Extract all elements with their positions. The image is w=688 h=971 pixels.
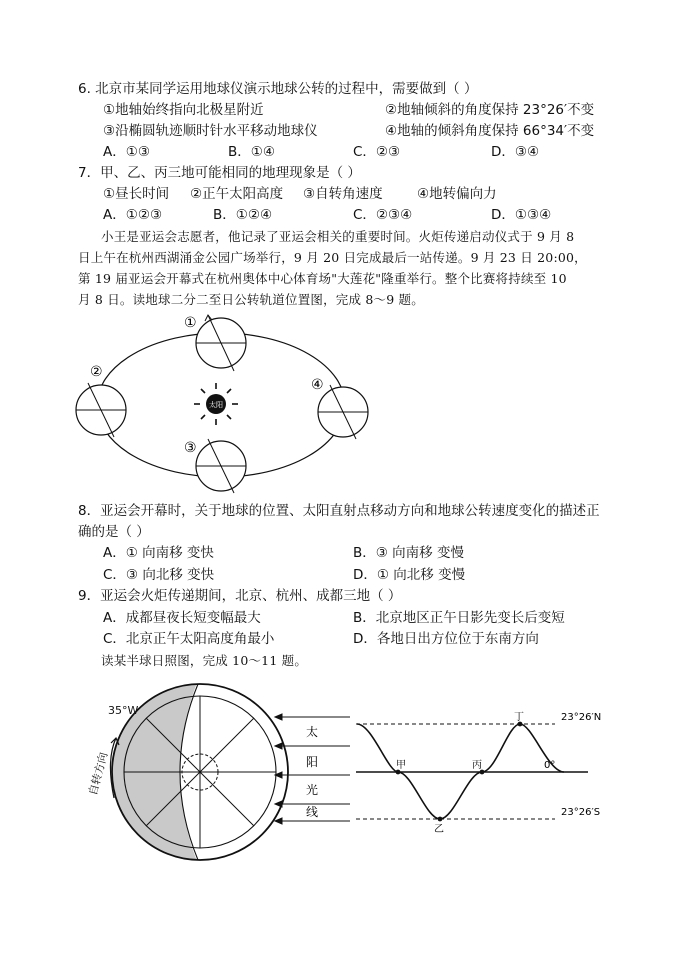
passage1-line-2: 日上午在杭州西湖涌金公园广场举行，9 月 20 日完成最后一站传递。9 月 23 日 20:00，	[78, 250, 587, 265]
q8-stem-line-1: 8．亚运会开幕时，关于地球的位置、太阳直射点移动方向和地球公转速度变化的描述正	[78, 503, 600, 519]
q6-item-1: ①地轴始终指向北极星附近	[103, 102, 264, 118]
earth-position-1	[196, 315, 246, 371]
q7-option-b: B．①②④	[213, 207, 273, 223]
earth-position-3	[196, 439, 246, 493]
q9-option-c: C．北京正午太阳高度角最小	[103, 631, 275, 647]
sunlight-char-4: 线	[306, 805, 319, 819]
sunlight-char-2: 阳	[306, 755, 319, 769]
q8-option-a: A．① 向南移 变快	[103, 545, 214, 561]
q8-option-d: D．① 向北移 变慢	[353, 567, 466, 583]
q7-option-d: D．①③④	[491, 207, 552, 223]
q6-option-b: B．①④	[228, 144, 275, 160]
subsolar-curve	[356, 722, 588, 822]
lat-south-label: 23°26′S	[561, 807, 601, 818]
rotation-label: 自转方向	[86, 750, 111, 797]
equator-label: 0°	[544, 760, 556, 771]
q6-item-4: ④地轴的倾斜角度保持 66°34′不变	[385, 123, 595, 139]
earth-position-2	[76, 383, 126, 437]
point-jia: 甲	[396, 760, 406, 771]
q7-item-4: ④地转偏向力	[417, 186, 497, 202]
passage2: 读某半球日照图，完成 10～11 题。	[101, 653, 308, 668]
lat-north-label: 23°26′N	[561, 712, 602, 723]
q7-option-c: C．②③④	[353, 207, 413, 223]
sun-icon	[194, 383, 238, 425]
illumination-diagram	[70, 680, 610, 865]
longitude-label: 35°W	[108, 704, 139, 717]
q8-stem-line-2: 确的是（ ）	[78, 524, 150, 540]
point-yi: 乙	[434, 824, 444, 835]
q6-item-2: ②地轴倾斜的角度保持 23°26′不变	[385, 102, 595, 118]
q6-stem: 6. 北京市某同学运用地球仪演示地球公转的过程中，需要做到（ ）	[78, 81, 478, 97]
q6-option-c: C．②③	[353, 144, 401, 160]
q7-item-1: ①昼长时间	[103, 186, 170, 202]
point-ding: 丁	[514, 712, 524, 723]
q9-option-a: A．成都昼夜长短变幅最大	[103, 610, 261, 626]
q9-stem: 9．亚运会火炬传递期间，北京、杭州、成都三地（ ）	[78, 588, 402, 604]
q9-option-d: D．各地日出方位位于东南方向	[353, 631, 539, 647]
q9-option-b: B．北京地区正午日影先变长后变短	[353, 610, 565, 626]
sunlight-char-1: 太	[306, 725, 319, 739]
earth-position-4	[318, 385, 368, 439]
position-label-4: ④	[311, 377, 324, 393]
point-bing: 丙	[472, 760, 482, 771]
sun-label: 太阳	[209, 401, 223, 409]
sunlight-char-3: 光	[306, 783, 319, 797]
q6-option-a: A．①③	[103, 144, 150, 160]
passage1-line-1: 小王是亚运会志愿者，他记录了亚运会相关的重要时间。火炬传递启动仪式于 9 月 8	[101, 229, 575, 244]
q7-stem: 7．甲、乙、丙三地可能相同的地理现象是（ ）	[78, 165, 361, 181]
q6-item-3: ③沿椭圆轨迹顺时针水平移动地球仪	[103, 123, 318, 139]
passage1-line-4: 月 8 日。读地球二分二至日公转轨道位置图，完成 8～9 题。	[78, 292, 424, 307]
q8-option-c: C．③ 向北移 变快	[103, 567, 215, 583]
position-label-3: ③	[184, 440, 197, 456]
q8-option-b: B．③ 向南移 变慢	[353, 545, 464, 561]
passage1-line-3: 第 19 届亚运会开幕式在杭州奥体中心体育场"大莲花"隆重举行。整个比赛将持续至 10	[78, 271, 567, 286]
orbit-diagram	[60, 305, 380, 495]
q6-option-d: D．③④	[491, 144, 540, 160]
position-label-1: ①	[184, 315, 197, 331]
q7-option-a: A．①②③	[103, 207, 163, 223]
position-label-2: ②	[90, 364, 103, 380]
q7-item-2: ②正午太阳高度	[190, 186, 284, 202]
q7-item-3: ③自转角速度	[303, 186, 383, 202]
